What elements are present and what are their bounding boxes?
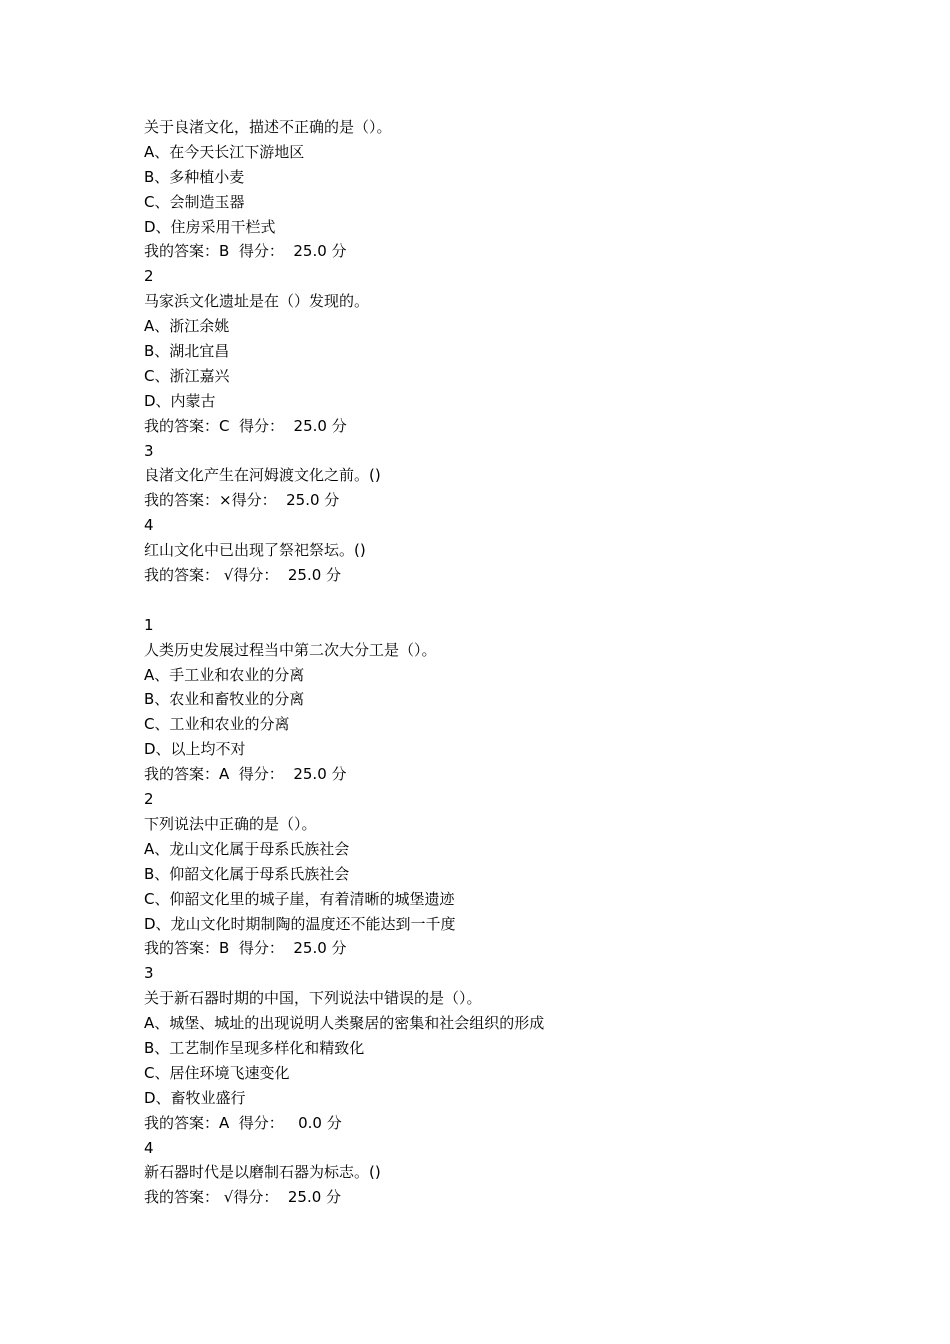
question-2-text: 马家浜文化遗址是在（）发现的。 — [144, 292, 370, 311]
quiz-section-2 — [144, 613, 844, 1210]
question-1-option-b: B、多种植小麦 — [144, 167, 245, 186]
question-3-option-d: D、畜牧业盛行 — [144, 1088, 246, 1107]
quiz-section-1 — [144, 115, 844, 588]
question-4-answer: 我的答案： √得分： 25.0 分 — [144, 1188, 342, 1207]
question-2-option-b: B、仰韶文化属于母系氏族社会 — [144, 864, 350, 883]
question-1-option-d: D、住房采用干栏式 — [144, 217, 276, 236]
question-3-text: 良渚文化产生在河姆渡文化之前。() — [144, 466, 381, 485]
question-1-option-a: A、在今天长江下游地区 — [144, 142, 305, 161]
question-3-option-a: A、城堡、城址的出现说明人类聚居的密集和社会组织的形成 — [144, 1014, 545, 1033]
question-4-number: 4 — [144, 516, 154, 535]
question-1-option-c: C、会制造玉器 — [144, 192, 245, 211]
question-2-answer: 我的答案：C 得分： 25.0 分 — [144, 416, 347, 435]
question-2-answer: 我的答案：B 得分： 25.0 分 — [144, 939, 347, 958]
question-4-number: 4 — [144, 1138, 154, 1157]
question-1-text: 人类历史发展过程当中第二次大分工是（）。 — [144, 640, 437, 659]
question-1-text: 关于良渚文化，描述不正确的是（）。 — [144, 118, 392, 136]
question-2-number: 2 — [144, 267, 154, 286]
question-3-answer: 我的答案：×得分： 25.0 分 — [144, 491, 340, 510]
question-3-text: 关于新石器时期的中国，下列说法中错误的是（）。 — [144, 989, 482, 1008]
question-4-text: 红山文化中已出现了祭祀祭坛。() — [144, 541, 366, 560]
question-3-option-b: B、工艺制作呈现多样化和精致化 — [144, 1038, 365, 1057]
question-3-number: 3 — [144, 964, 154, 983]
question-1-option-d: D、以上均不对 — [144, 740, 246, 759]
question-2-option-d: D、龙山文化时期制陶的温度还不能达到一千度 — [144, 914, 456, 933]
question-2-option-a: A、龙山文化属于母系氏族社会 — [144, 839, 350, 858]
question-3-answer: 我的答案：A 得分： 0.0 分 — [144, 1113, 342, 1132]
question-2-number: 2 — [144, 790, 154, 809]
question-3-number: 3 — [144, 441, 154, 460]
question-2-option-b: B、湖北宜昌 — [144, 342, 230, 361]
question-2-option-c: C、仰韶文化里的城子崖，有着清晰的城堡遗迹 — [144, 889, 455, 908]
question-3-option-c: C、居住环境飞速变化 — [144, 1063, 290, 1082]
question-1-answer: 我的答案：A 得分： 25.0 分 — [144, 765, 347, 784]
question-2-text: 下列说法中正确的是（）。 — [144, 814, 317, 833]
question-1-option-a: A、手工业和农业的分离 — [144, 665, 305, 684]
section-divider — [144, 588, 844, 613]
question-1-option-b: B、农业和畜牧业的分离 — [144, 690, 305, 709]
question-1-option-c: C、工业和农业的分离 — [144, 715, 290, 734]
question-4-answer: 我的答案： √得分： 25.0 分 — [144, 566, 342, 585]
question-2-option-d: D、内蒙古 — [144, 391, 216, 410]
question-1-answer: 我的答案：B 得分： 25.0 分 — [144, 242, 347, 261]
quiz-content — [144, 115, 844, 1210]
question-2-option-c: C、浙江嘉兴 — [144, 366, 230, 385]
question-1-number: 1 — [144, 615, 154, 634]
question-4-text: 新石器时代是以磨制石器为标志。() — [144, 1163, 381, 1182]
question-2-option-a: A、浙江余姚 — [144, 317, 230, 336]
